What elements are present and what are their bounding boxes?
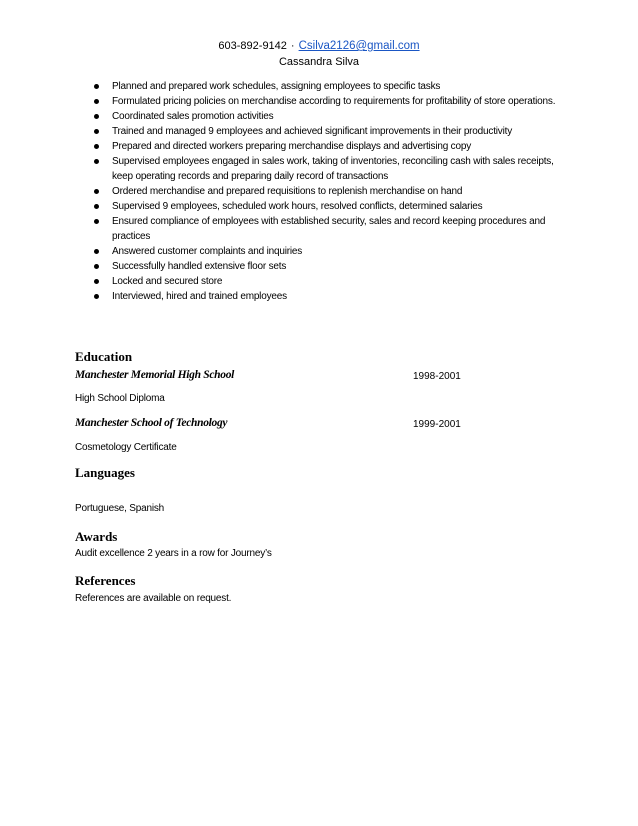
list-item: Trained and managed 9 employees and achieved significant improvements in their productivity xyxy=(92,124,572,139)
contact-line xyxy=(0,38,638,54)
list-item: Supervised 9 employees, scheduled work hours, resolved conflicts, determined salaries xyxy=(92,199,572,214)
list-item: Answered customer complaints and inquiries xyxy=(92,244,572,259)
education-heading: Education xyxy=(75,349,133,364)
email-link[interactable]: Csilva2126@gmail.com xyxy=(298,40,420,52)
contact-separator: · xyxy=(290,40,295,52)
awards-heading: Awards xyxy=(75,529,118,544)
list-item: Locked and secured store xyxy=(92,274,572,289)
list-item: Planned and prepared work schedules, assigning employees to specific tasks xyxy=(92,79,572,94)
references-text: References are available on request. xyxy=(75,593,232,604)
school-years: 1999-2001 xyxy=(413,419,461,430)
list-item: Supervised employees engaged in sales work, taking of inventories, reconciling cash with sales receipts, keep operating records and preparing daily record of transactions xyxy=(92,154,572,184)
references-heading: References xyxy=(75,573,136,588)
contact-header xyxy=(0,38,638,70)
list-item: Coordinated sales promotion activities xyxy=(92,109,572,124)
school-name: Manchester School of Technology xyxy=(75,417,228,429)
languages-heading: Languages xyxy=(75,465,135,480)
credential: Cosmetology Certificate xyxy=(75,442,177,453)
credential: High School Diploma xyxy=(75,393,165,404)
list-item: Successfully handled extensive floor sets xyxy=(92,259,572,274)
list-item: Interviewed, hired and trained employees xyxy=(92,289,572,304)
list-item: Ordered merchandise and prepared requisitions to replenish merchandise on hand xyxy=(92,184,572,199)
school-name: Manchester Memorial High School xyxy=(75,369,235,381)
awards-text: Audit excellence 2 years in a row for Journey’s xyxy=(75,548,272,559)
phone-number: 603-892-9142 xyxy=(218,40,287,52)
school-years: 1998-2001 xyxy=(413,371,461,382)
list-item: Formulated pricing policies on merchandise according to requirements for profitability of store operations. xyxy=(92,94,572,109)
languages-text: Portuguese, Spanish xyxy=(75,503,165,514)
list-item: Prepared and directed workers preparing merchandise displays and advertising copy xyxy=(92,139,572,154)
duties-list xyxy=(92,79,572,304)
list-item: Ensured compliance of employees with established security, sales and record keeping procedures and practices xyxy=(92,214,572,244)
candidate-name: Cassandra Silva xyxy=(278,56,360,68)
